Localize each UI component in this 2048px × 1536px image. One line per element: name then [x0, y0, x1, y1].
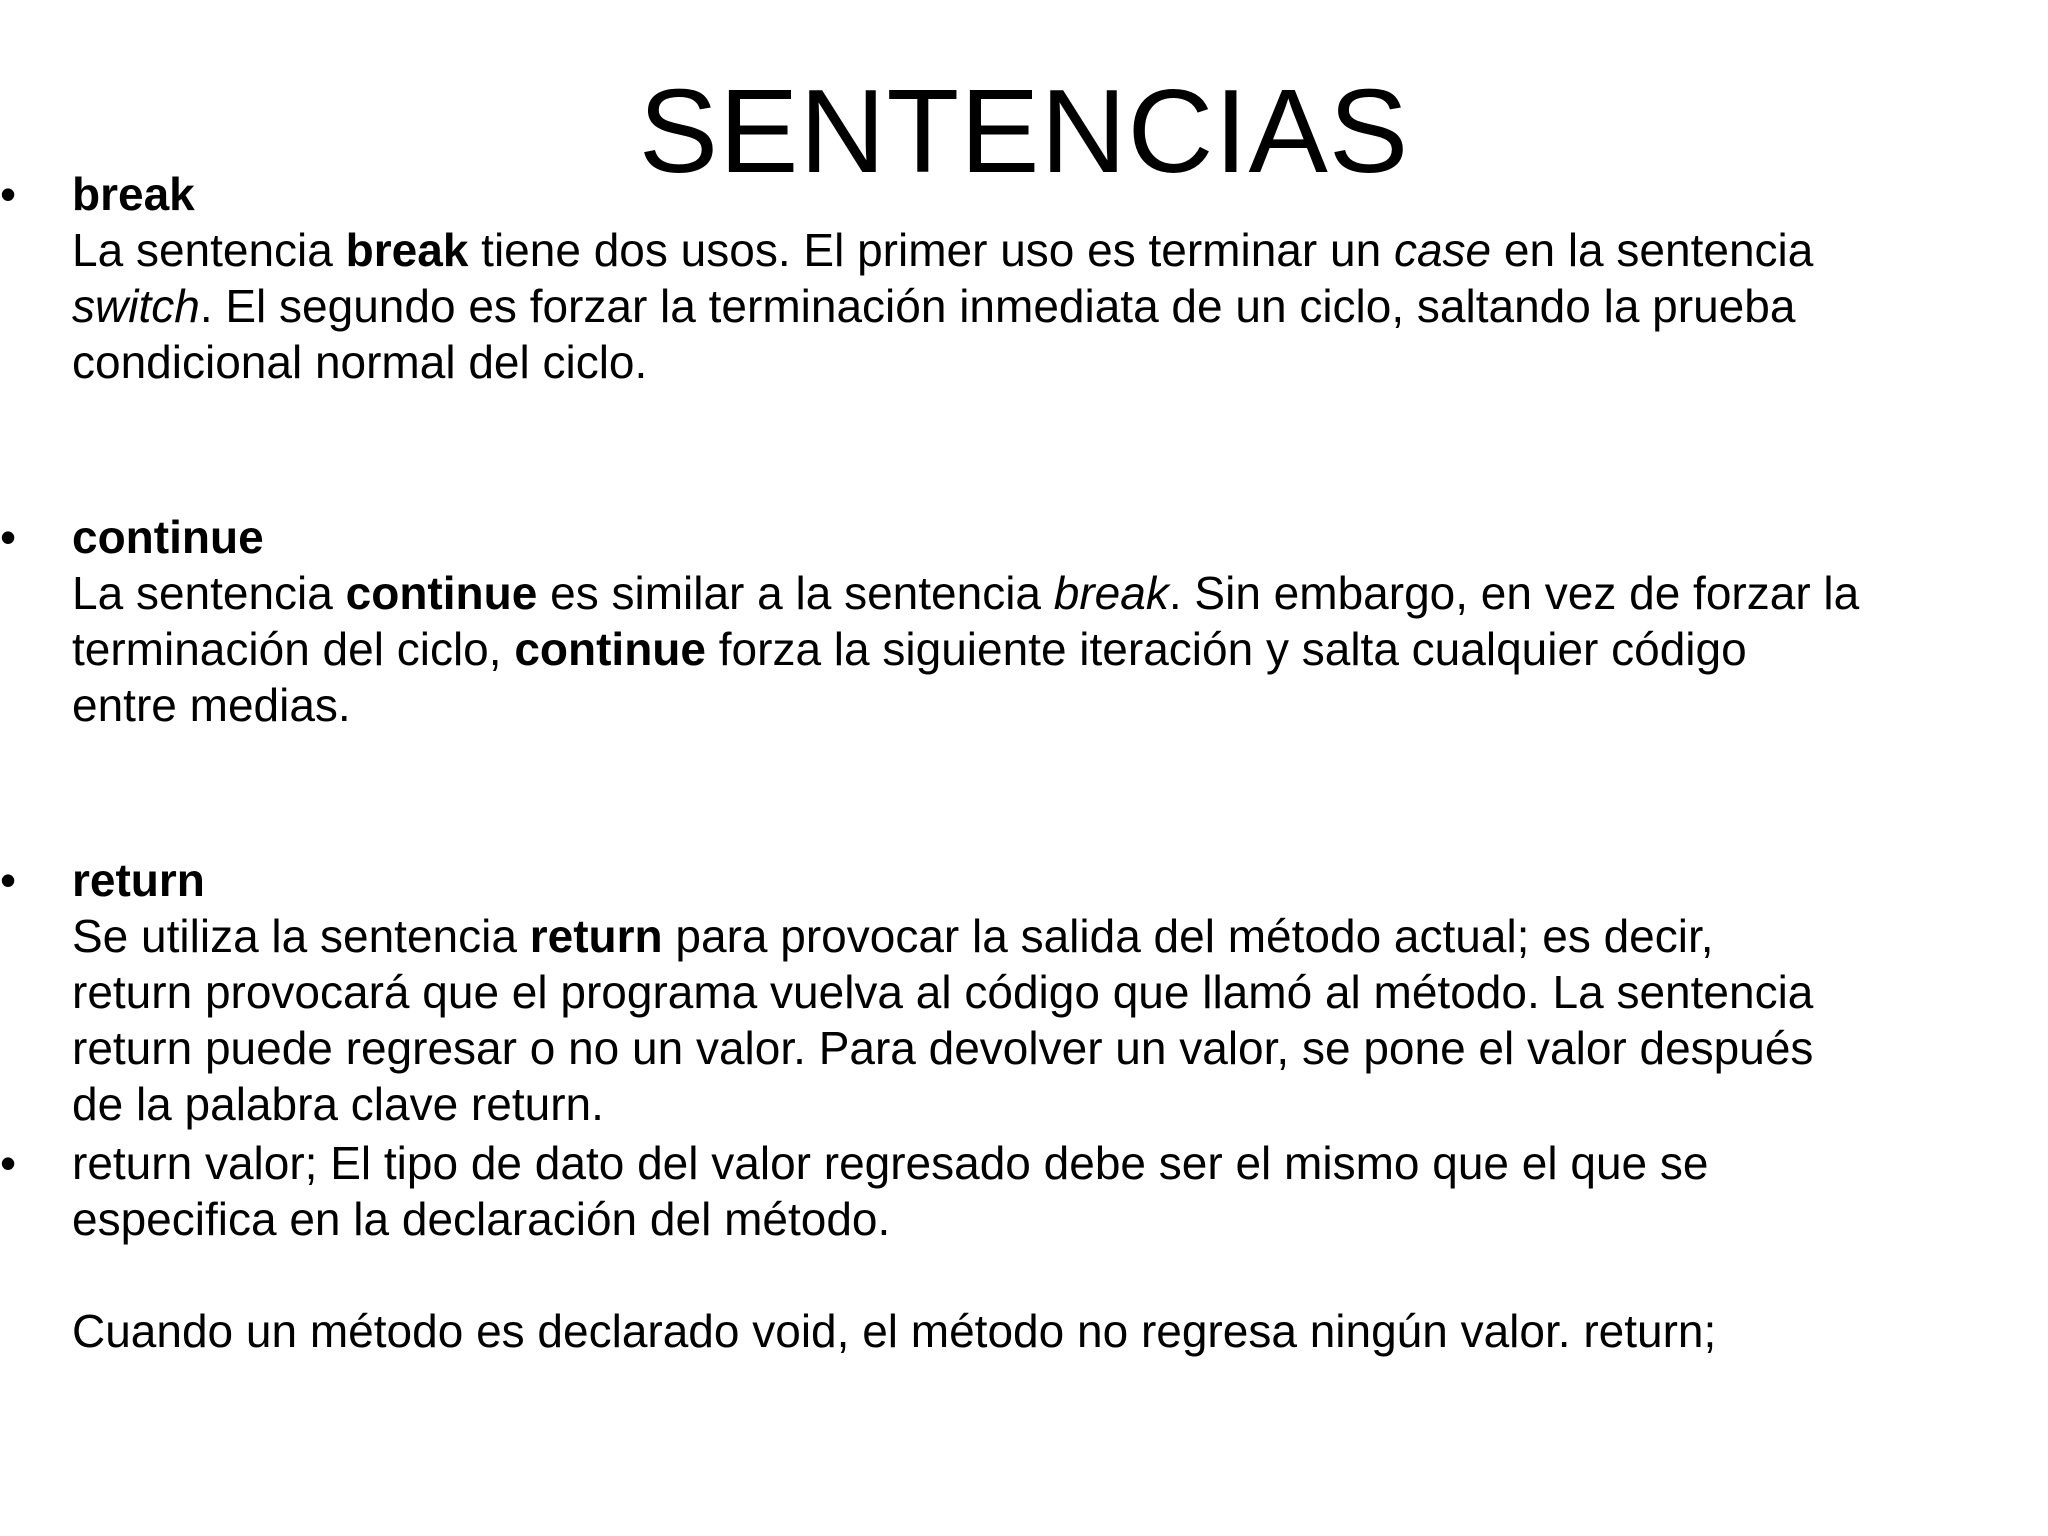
- bullet-marker: •: [0, 511, 17, 563]
- keyword-bold: continue: [514, 623, 706, 675]
- bullet-heading-continue: continue: [72, 511, 264, 563]
- bullet-marker: •: [0, 1137, 17, 1189]
- return-line-3: return puede regresar o no un valor. Para devolver un valor, se pone el valor después: [72, 1022, 1814, 1074]
- bullet-marker: •: [0, 168, 17, 220]
- text-run: para provocar la salida del método actual; es decir,: [662, 910, 1714, 962]
- keyword-bold: continue: [345, 567, 538, 619]
- return-line-2: return provocará que el programa vuelva al código que llamó al método. La sentencia: [72, 966, 1814, 1018]
- return-value-line-2: especifica en la declaración del método.: [72, 1193, 891, 1245]
- bullet-heading-return: return: [72, 854, 205, 906]
- return-line-4: de la palabra clave return.: [72, 1078, 604, 1130]
- text-run: La sentencia: [72, 224, 346, 276]
- continue-line-3: entre medias.: [72, 679, 351, 731]
- blank-line: [72, 1247, 2048, 1303]
- return-line-1: [72, 908, 2048, 964]
- bullet-body-return-value: [72, 1135, 2048, 1359]
- text-run: La sentencia: [72, 567, 346, 619]
- slide-title: SENTENCIAS: [638, 65, 1410, 198]
- keyword-bold: return: [529, 910, 663, 962]
- bullet-heading-break: break: [72, 168, 195, 220]
- keyword-italic: break: [1053, 567, 1169, 619]
- keyword-italic: case: [1393, 224, 1492, 276]
- continue-line-2: [72, 621, 2048, 677]
- return-value-line-3: Cuando un método es declarado void, el método no regresa ningún valor. return;: [72, 1305, 1717, 1357]
- bullet-marker: •: [0, 854, 17, 906]
- bullet-body-break: [72, 166, 2048, 390]
- return-value-line-1: return valor; El tipo de dato del valor regresado debe ser el mismo que el que se: [72, 1137, 1709, 1189]
- text-run: terminación del ciclo,: [72, 623, 515, 675]
- text-run: tiene dos usos. El primer uso es terminar un: [468, 224, 1394, 276]
- text-run: Se utiliza la sentencia: [72, 910, 530, 962]
- keyword-bold: break: [345, 224, 469, 276]
- keyword-italic: switch: [72, 280, 200, 332]
- text-run: en la sentencia: [1491, 224, 1814, 276]
- break-line-3: condicional normal del ciclo.: [72, 336, 648, 388]
- text-run: . El segundo es forzar la terminación inmediata de un ciclo, saltando la prueba: [199, 280, 1796, 332]
- break-line-1: [72, 222, 2048, 278]
- text-run: es similar a la sentencia: [537, 567, 1054, 619]
- break-line-2: [72, 278, 2048, 334]
- text-run: . Sin embargo, en vez de forzar la: [1168, 567, 1860, 619]
- bullet-body-continue: [72, 509, 2048, 733]
- continue-line-1: [72, 565, 2048, 621]
- bullet-body-return: [72, 852, 2048, 1132]
- text-run: forza la siguiente iteración y salta cualquier código: [705, 623, 1747, 675]
